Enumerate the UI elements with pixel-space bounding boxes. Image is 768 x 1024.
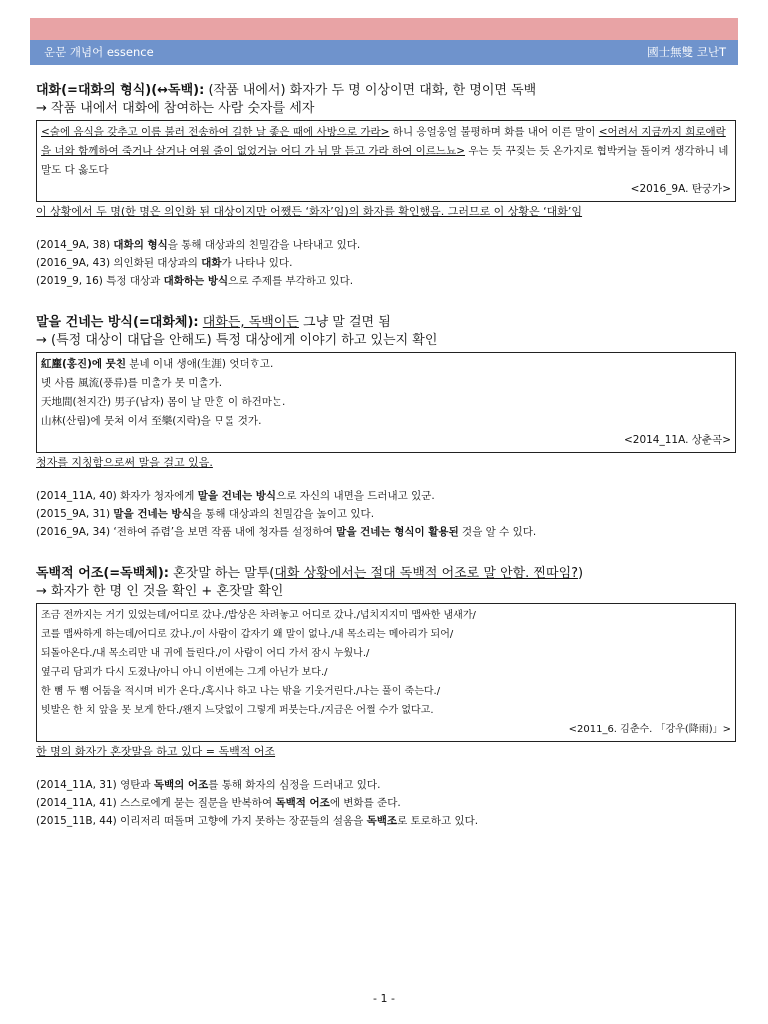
heading-term: 독백적 어조(=독백체):	[36, 566, 169, 581]
quote-line: 녯 사름 風流(풍류)를 미ᄎᆞᆯ가 못 미ᄎᆞᆯ가.	[41, 377, 223, 389]
exam-example: (2016_9A, 34) ‘전하여 쥬렴’을 보면 작품 내에 청자를 설정하여 말을 건네는 형식이 활용된 것을 알 수 있다.	[36, 526, 537, 538]
header-bar	[30, 40, 738, 65]
section-heading-address	[36, 314, 736, 332]
heading-definition: (작품 내에서) 화자가 두 명 이상이면 대화, 한 명이면 독백	[204, 83, 537, 98]
section-heading-monologue: 독백적 어조(=독백체): 혼잣말 하는 말투(대화 상황에서는 절대 독백적 어조로 말 안함. 찐따임?)	[36, 566, 584, 581]
quote-source: <2014_11A. 상춘곡>	[623, 434, 731, 446]
exam-example: (2014_11A, 40) 화자가 청자에게 말을 건네는 방식으로 자신의 내면을 드러내고 있군.	[36, 490, 435, 502]
section-subheading: → (특정 대상이 대답을 안해도) 특정 대상에게 이야기 하고 있는지 확인	[36, 333, 438, 348]
quote-plain: 하니 응얼웅얼 불평하며 화를 내어 이른 말이	[389, 126, 599, 138]
exam-example: (2014_11A, 31) 영탄과 독백의 어조를 통해 화자의 심정을 드러내고 있다.	[36, 779, 381, 791]
quote-plain: 우는 듯 꾸짖는 듯 온가지로 협박커늘 돌이켜 생각하니 네 말도 다 옳도다	[41, 145, 729, 176]
quote-line: 코를 맵싸하게 하는데/어디로 갔나./이 사람이 갑자기 왜 말이 없나./내 목소리는 메아리가 되어/	[41, 629, 454, 640]
quote-line: 되돌아온다./내 목소리만 내 귀에 들린다./이 사람이 어디 가서 잠시 누웠나./	[41, 648, 370, 659]
page-number: - 1 -	[373, 992, 395, 1005]
heading-term: 대화(=대화의 형식)(↔독백):	[36, 83, 205, 98]
quote-underlined: <술에 음식을 갖추고 이름 불러 전송하여 길한 날 좋은 때에 사방으로 가라>	[41, 126, 390, 138]
exam-example: (2015_11B, 44) 이리저리 떠돌며 고향에 가지 못하는 장꾼들의 설움을 독백조로 토로하고 있다.	[36, 815, 479, 827]
quote-line: 옆구리 담괴가 다시 도졌나/아니 아니 이번에는 그게 아닌가 보다./	[41, 667, 328, 678]
analysis-note: 청자를 지칭함으로써 말을 걸고 있음.	[36, 456, 213, 469]
analysis-note: 이 상황에서 두 명(한 명은 의인화 된 대상이지만 어쨌든 ‘화자’임)의 화자를 확인했음. 그러므로 이 상황은 ‘대화’임	[36, 205, 583, 218]
quote-source: <2016_9A. 탄궁가>	[630, 183, 731, 195]
quote-box	[36, 603, 736, 742]
quote-source: <2011_6. 김춘수. 「강우(降雨)」>	[568, 724, 731, 735]
section-heading-dialogue	[36, 82, 736, 100]
quote-line: 한 뼘 두 뼘 어둠을 적시며 비가 온다./혹시나 하고 나는 밖을 기웃거린다./나는 풀이 죽는다./	[41, 686, 441, 697]
header-title: 운문 개념어 essence	[44, 45, 154, 59]
heading-term: 말을 건네는 방식(=대화체):	[36, 315, 199, 330]
quote-line: 紅塵(홍진)에 뭇친 분네 이내 생애(生涯) 엇더ᄒᆞ고.	[41, 358, 274, 370]
analysis-note: 한 명의 화자가 혼잣말을 하고 있다 = 독백적 어조	[36, 745, 276, 758]
quote-line: 조금 전까지는 거기 있었는데/어디로 갔나./밥상은 차려놓고 어디로 갔나./넙치지지미 맵싸한 냄새가/	[41, 610, 476, 621]
document-body	[36, 82, 736, 830]
exam-example: (2014_9A, 38) 대화의 형식을 통해 대상과의 친밀감을 나타내고 있다.	[36, 239, 361, 251]
header-accent-bar	[30, 18, 738, 40]
quote-box	[36, 352, 736, 453]
heading-underlined: 대화든, 독백이든	[202, 315, 299, 330]
heading-definition: 그냥 말 걸면 됨	[298, 315, 391, 330]
exam-example: (2015_9A, 31) 말을 건네는 방식을 통해 대상과의 친밀감을 높이고 있다.	[36, 508, 375, 520]
quote-line: 天地間(천지간) 男子(남자) 몸이 날 만ᄒᆞᆫ 이 하건마ᄂᆞᆫ.	[41, 396, 286, 408]
heading-underlined: 대화 상황에서는 절대 독백적 어조로 말 안함. 찐따임?	[274, 566, 579, 581]
section-subheading: → 화자가 한 명 인 것을 확인 + 혼잣말 확인	[36, 584, 284, 599]
quote-text	[41, 123, 731, 180]
header-author: 國士無雙 코난T	[647, 45, 726, 59]
exam-example: (2019_9, 16) 특정 대상과 대화하는 방식으로 주제를 부각하고 있다.	[36, 275, 354, 287]
quote-line: 빗발은 한 치 앞을 못 보게 한다./왠지 느닷없이 그렇게 퍼붓는다./지금은 어쩔 수가 없다고.	[41, 705, 434, 716]
quote-box	[36, 120, 736, 202]
exam-example: (2016_9A, 43) 의인화된 대상과의 대화가 나타나 있다.	[36, 257, 293, 269]
section-subheading: → 작품 내에서 대화에 참여하는 사람 숫자를 세자	[36, 101, 315, 116]
quote-underlined: <어려서 지금까지 희로애락을 너와 함께하여 죽거나 살거나 여읠 줄이 없었거늘 어디 가 뉘 말 듣고 가라 하여 이르느뇨>	[41, 126, 726, 157]
quote-line: 山林(산림)에 뭇쳐 이셔 至樂(지락)을 ᄆᆞᄅᆞᆯ 것가.	[41, 415, 262, 427]
exam-example: (2014_11A, 41) 스스로에게 묻는 질문을 반복하여 독백적 어조에 변화를 준다.	[36, 797, 401, 809]
